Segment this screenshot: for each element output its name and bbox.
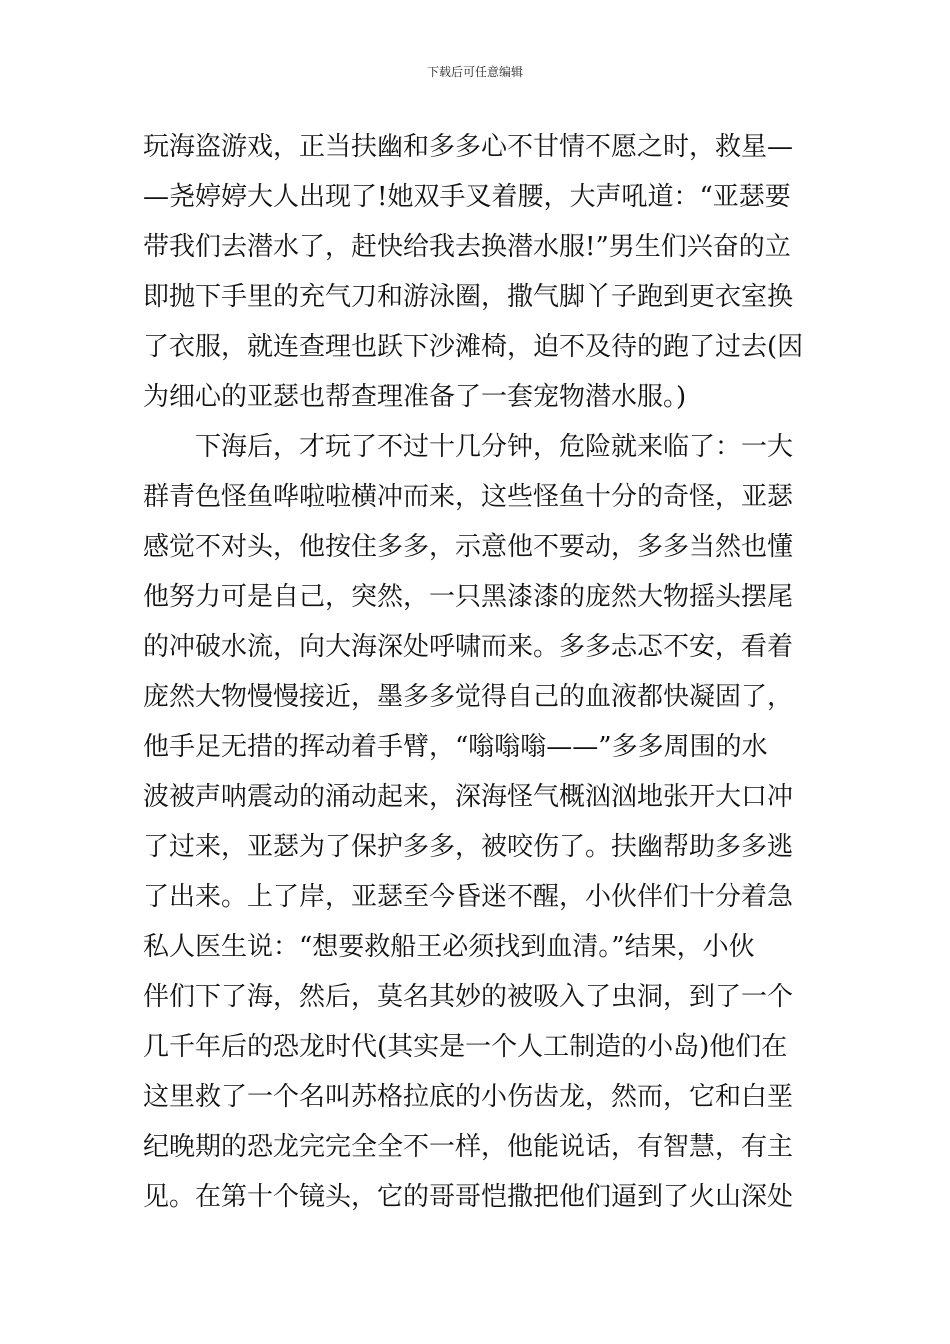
text-line: 了过来，亚瑟为了保护多多，被咬伤了。扶幽帮助多多逃 <box>143 832 794 862</box>
text-line: 这里救了一个名叫苏格拉底的小伤齿龙，然而，它和白垩 <box>143 1082 794 1112</box>
text-line: 玩海盗游戏，正当扶幽和多多心不甘情不愿之时，救星— <box>143 132 794 162</box>
document-body <box>143 122 813 1222</box>
text-line: 感觉不对头，他按住多多，示意他不要动，多多当然也懂 <box>143 532 794 562</box>
text-line: 带我们去潜水了，赶快给我去换潜水服!”男生们兴奋的立 <box>143 232 791 262</box>
text-line: —尧婷婷大人出现了!她双手叉着腰，大声吼道：“亚瑟要 <box>143 182 791 212</box>
text-line: 几千年后的恐龙时代(其实是一个人工制造的小岛)他们在 <box>143 1032 788 1062</box>
text-line: 群青色怪鱼哗啦啦横冲而来，这些怪鱼十分的奇怪，亚瑟 <box>143 482 794 512</box>
text-line: 见。在第十个镜头，它的哥哥恺撒把他们逼到了火山深处 <box>143 1182 794 1212</box>
text-line: 私人医生说：“想要救船王必须找到血清。”结果，小伙 <box>143 932 755 962</box>
text-line: 庞然大物慢慢接近，墨多多觉得自己的血液都快凝固了， <box>143 682 794 712</box>
text-line: 他手足无措的挥动着手臂，“嗡嗡嗡——”多多周围的水 <box>143 732 768 762</box>
text-line: 了衣服，就连查理也跃下沙滩椅，迫不及待的跑了过去(因 <box>143 332 804 362</box>
text-line: 的冲破水流，向大海深处呼啸而来。多多忐忑不安，看着 <box>143 632 794 662</box>
text-line: 波被声呐震动的涌动起来，深海怪气概汹汹地张开大口冲 <box>143 782 794 812</box>
text-line: 伴们下了海，然后，莫名其妙的被吸入了虫洞，到了一个 <box>143 982 794 1012</box>
text-line: 为细心的亚瑟也帮查理准备了一套宠物潜水服。) <box>143 382 687 412</box>
paragraph-first-line: 下海后，才玩了不过十几分钟，危险就来临了：一大 <box>195 432 794 462</box>
text-line: 他努力可是自己，突然，一只黑漆漆的庞然大物摇头摆尾 <box>143 582 794 612</box>
text-line: 了出来。上了岸，亚瑟至今昏迷不醒，小伙伴们十分着急 <box>143 882 794 912</box>
text-line: 纪晚期的恐龙完完全全不一样，他能说话，有智慧，有主 <box>143 1132 794 1162</box>
text-line: 即抛下手里的充气刀和游泳圈，撒气脚丫子跑到更衣室换 <box>143 282 794 312</box>
page-header: 下载后可任意编辑 <box>426 65 523 79</box>
